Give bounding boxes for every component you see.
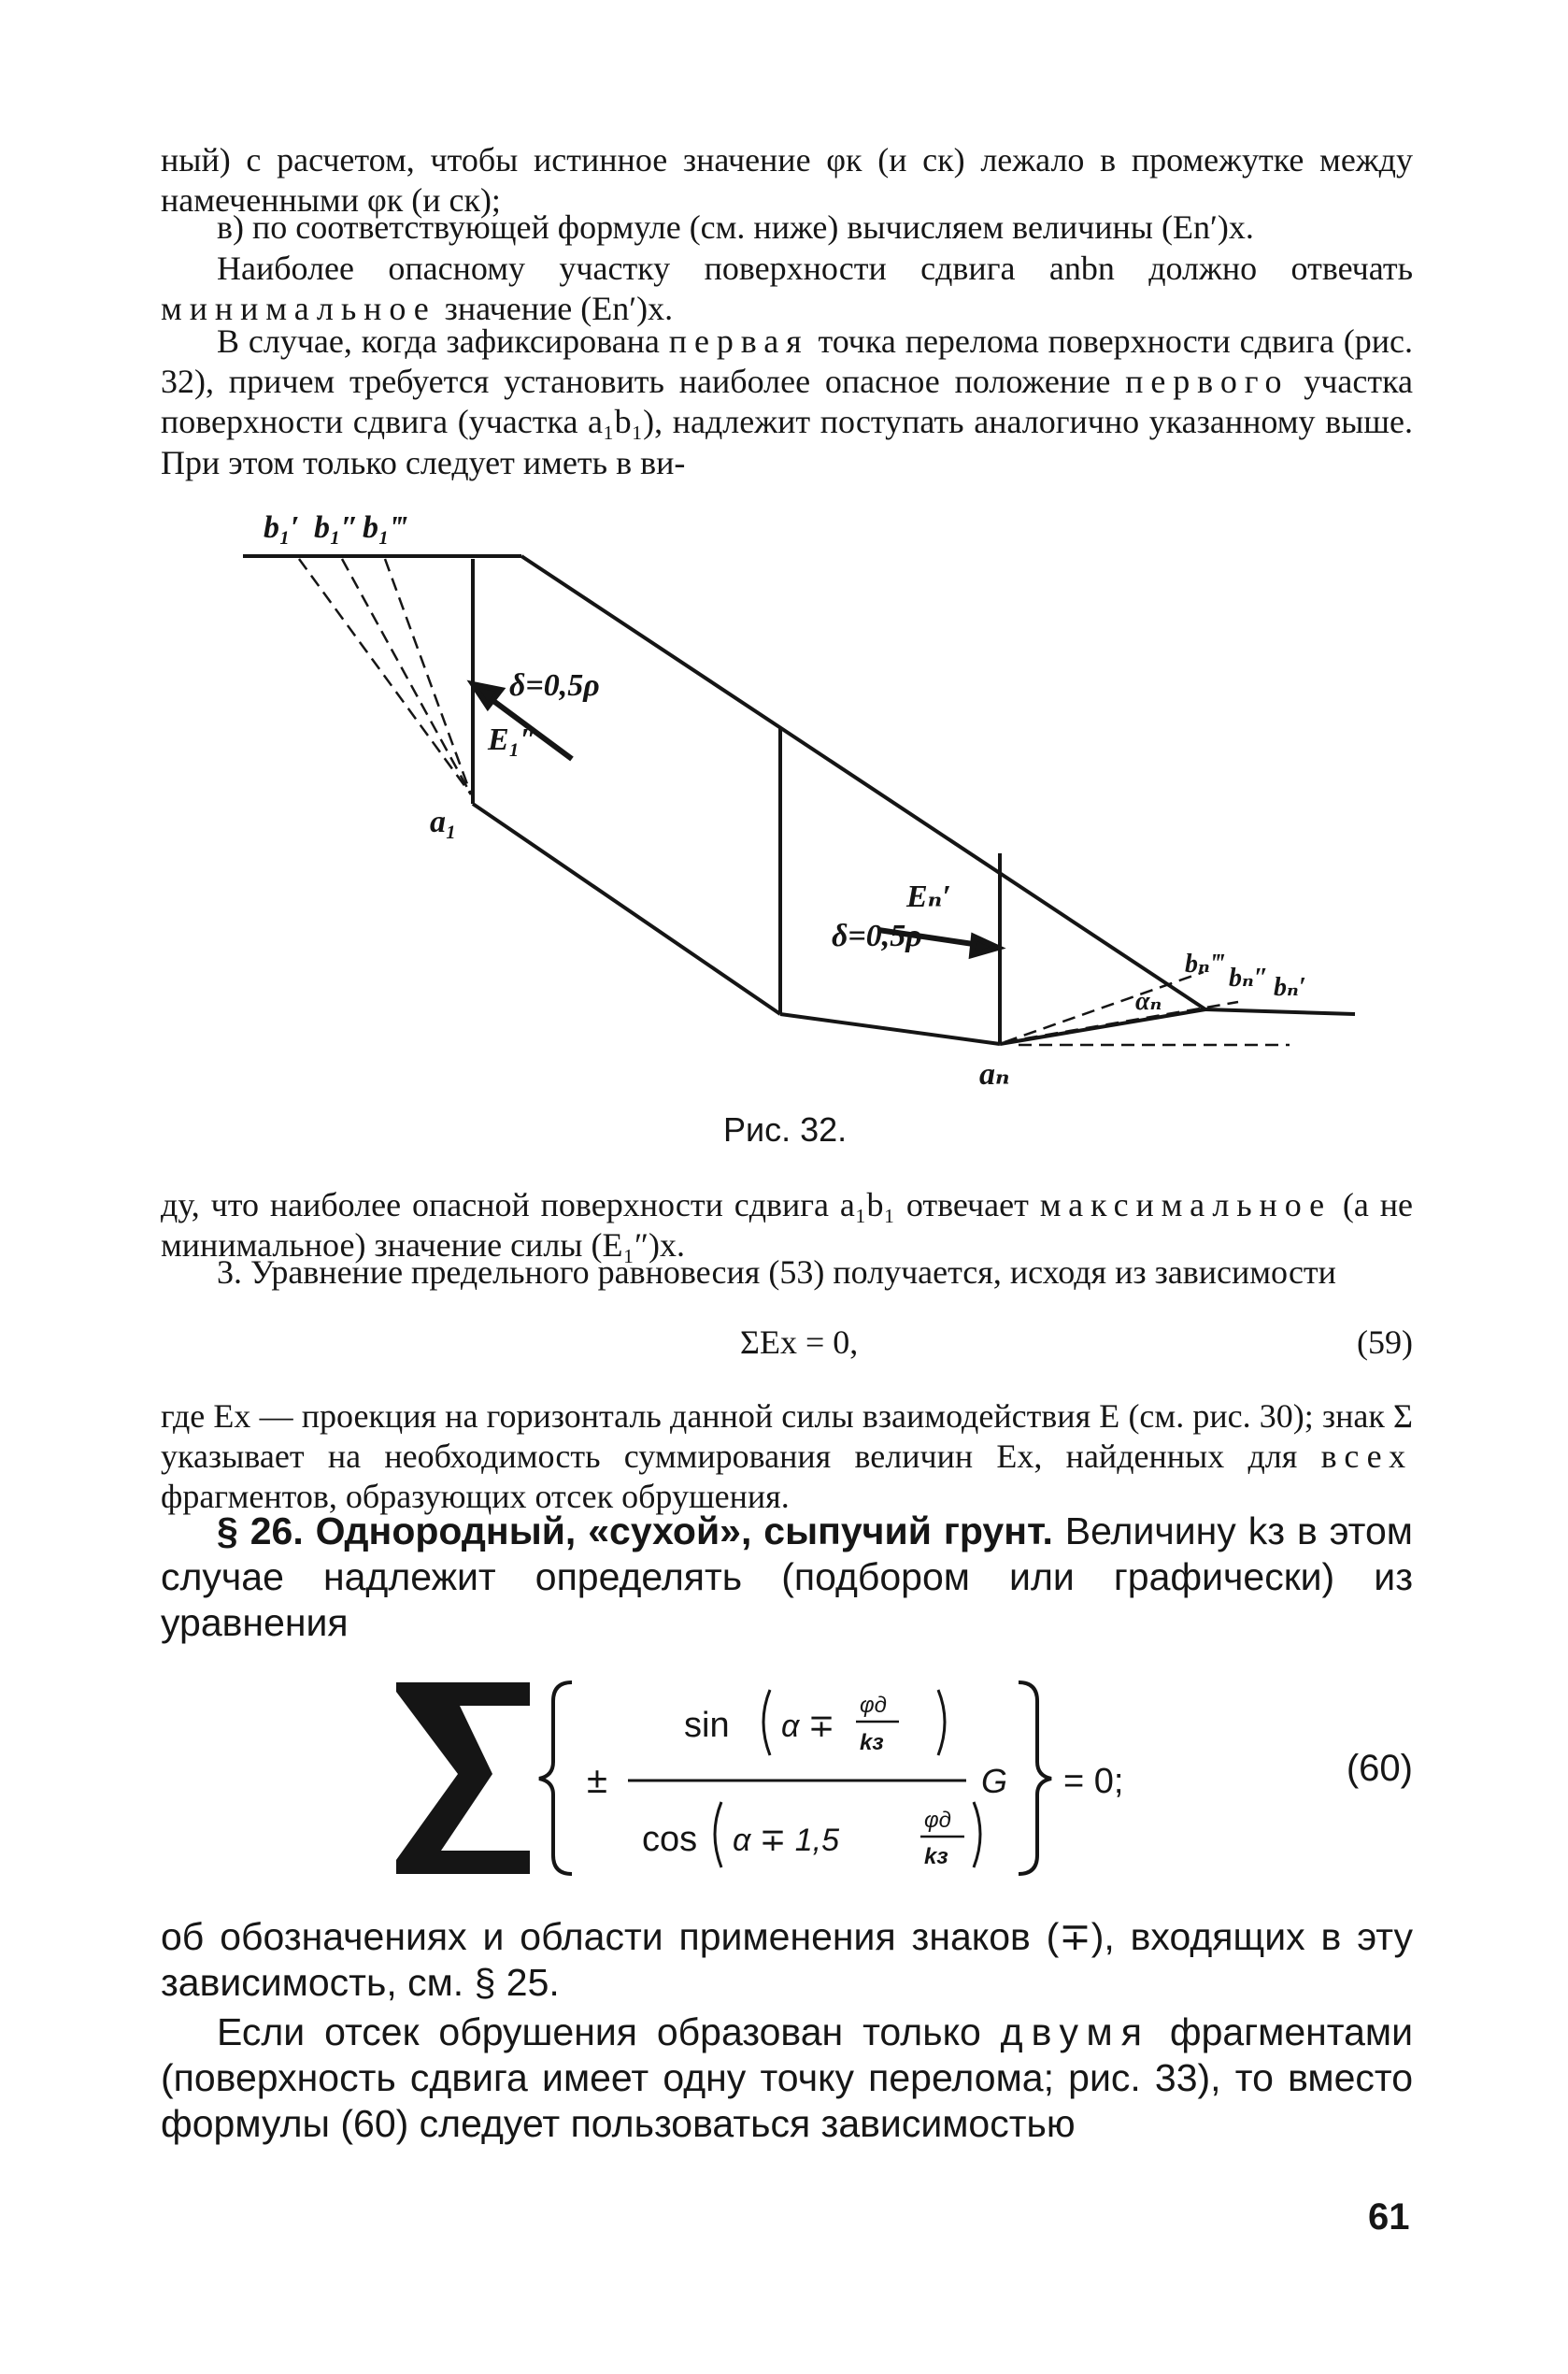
paren-den-right [974, 1802, 980, 1867]
page-number: 61 [1368, 2196, 1410, 2238]
den-alpha: α ∓ 1,5 [733, 1823, 840, 1858]
num-alpha: α ∓ [781, 1709, 835, 1744]
paragraph-9 [161, 2009, 1413, 2148]
sigma-symbol [396, 1682, 530, 1874]
paragraph-2-text: в) по соответствующей формуле (см. ниже) вычисляем величины (Еn′)x. [217, 208, 1254, 246]
section-26-heading: § 26. Однородный, «сухой», сыпучий грунт. [217, 1509, 1053, 1552]
label-delta-2: δ=0,5ρ [832, 919, 922, 953]
label-b1ppp: b₁‴ [363, 510, 407, 545]
paragraph-4-text-b: точка перелома поверхности сдвига (рис. 32), причем требуется установить наиболее опасное положение [161, 322, 1413, 401]
trial-line-4 [1005, 972, 1204, 1042]
paragraph-9-text-a: Если отсек обрушения образован только [217, 2010, 1001, 2053]
paren-num-right [938, 1690, 945, 1755]
G-symbol: G [981, 1762, 1008, 1800]
num-k: kз [860, 1730, 884, 1755]
ground-bottom-line [1205, 1009, 1355, 1014]
paragraph-5-text-b: (а не минимальное) значение силы (E₁″)x. [161, 1186, 1413, 1265]
label-En: Eₙ′ [906, 880, 951, 914]
label-an: aₙ [979, 1057, 1010, 1092]
label-bnp: bₙ′ [1274, 973, 1306, 1002]
paragraph-4-spaced-2: первого [1125, 363, 1290, 401]
slip-surface-a [473, 804, 780, 1014]
figure-32-diagram [140, 486, 1392, 1103]
label-E1: E₁″ [488, 722, 538, 757]
trial-line-2 [342, 559, 471, 794]
trial-line-1 [299, 559, 471, 794]
label-b1p: b₁′ [264, 510, 300, 545]
paragraph-6-text: 3. Уравнение предельного равновесия (53) получается, исходя из зависимости [217, 1253, 1336, 1291]
equals-zero: = 0; [1063, 1762, 1124, 1801]
label-bnppp: bₙ‴ [1185, 950, 1225, 979]
paragraph-7-text-b: фрагментов, образующих отсек обрушения. [161, 1478, 790, 1516]
paragraph-4-text-c: участка поверхности сдвига (участка a₁b₁), надлежит поступать аналогично указанному выше. При этом только следует иметь в ви- [161, 363, 1414, 481]
paragraph-8-text: об обозначениях и области применения знаков (∓), входящих в эту зависимость, см. § 25. [161, 1915, 1413, 2005]
equation-60-graphic [161, 1664, 1189, 1888]
paragraph-3-text-b: значение (Еn′)x. [435, 290, 674, 328]
paragraph-4 [161, 322, 1413, 483]
paragraph-1-text: ный) с расчетом, чтобы истинное значение φк (и ск) лежало в промежутке между намеченными φк (и ск); [161, 141, 1413, 220]
section-26 [161, 1509, 1413, 1647]
equation-59-number: (59) [1357, 1323, 1413, 1361]
label-delta-1: δ=0,5ρ [509, 668, 600, 703]
equation-60-number: (60) [1346, 1748, 1413, 1789]
paragraph-4-spaced-1: первая [668, 322, 809, 360]
num-phi: φд [860, 1693, 887, 1718]
den-k: kз [924, 1844, 948, 1869]
paragraph-5-spaced: максимальное [1039, 1186, 1332, 1223]
equation-59-body: ΣEx = 0, [740, 1323, 859, 1361]
label-alpha-n: αₙ [1135, 987, 1162, 1016]
equation-60 [161, 1664, 1413, 1888]
left-brace [539, 1682, 572, 1874]
label-a1: a₁ [430, 805, 457, 839]
force-En-arrowhead [972, 937, 998, 955]
plus-minus-sign: ± [587, 1760, 607, 1801]
paragraph-9-spaced: двумя [1000, 2010, 1150, 2053]
figure-caption: Рис. 32. [723, 1110, 848, 1149]
label-b1pp: b₁″ [314, 510, 359, 545]
section-26-text: Величину kз в этом случае надлежит определять (подбором или графически) из уравнения [161, 1509, 1413, 1645]
slip-surface-b [780, 1014, 1000, 1044]
paragraph-8 [161, 1914, 1413, 2006]
label-bnpp: bₙ″ [1229, 964, 1269, 993]
paragraph-3-text-a: Наиболее опасному участку поверхности сдвига anbn должно отвечать [217, 250, 1413, 287]
paragraph-3 [161, 249, 1413, 329]
trial-line-3 [385, 559, 471, 794]
paragraph-5-text-a: ду, что наиболее опасной поверхности сдвига a₁b₁ отвечает [161, 1186, 1040, 1223]
paragraph-4-text-a: В случае, когда зафиксирована [217, 322, 669, 360]
cos-label: cos [642, 1820, 698, 1859]
sin-label: sin [684, 1706, 730, 1745]
paren-num-left [763, 1690, 770, 1755]
paragraph-7-spaced: всех [1320, 1437, 1413, 1476]
paragraph-3-spaced: минимальное [161, 290, 436, 328]
paragraph-9-text-b: фрагментами (поверхность сдвига имеет одну точку перелома; рис. 33), то вместо формулы (60) следует пользоваться зависимостью [161, 2010, 1414, 2146]
right-brace [1019, 1682, 1051, 1874]
den-phi: φд [924, 1808, 951, 1833]
paragraph-7-text-a: где Ex — проекция на горизонталь данной силы взаимодействия E (см. рис. 30); знак Σ указывает на необходимость суммирования величин Ex, найденных для [161, 1397, 1413, 1476]
paragraph-2 [161, 207, 1413, 248]
paragraph-7 [161, 1396, 1413, 1518]
paragraph-6 [161, 1252, 1413, 1293]
paren-den-left [715, 1802, 721, 1867]
